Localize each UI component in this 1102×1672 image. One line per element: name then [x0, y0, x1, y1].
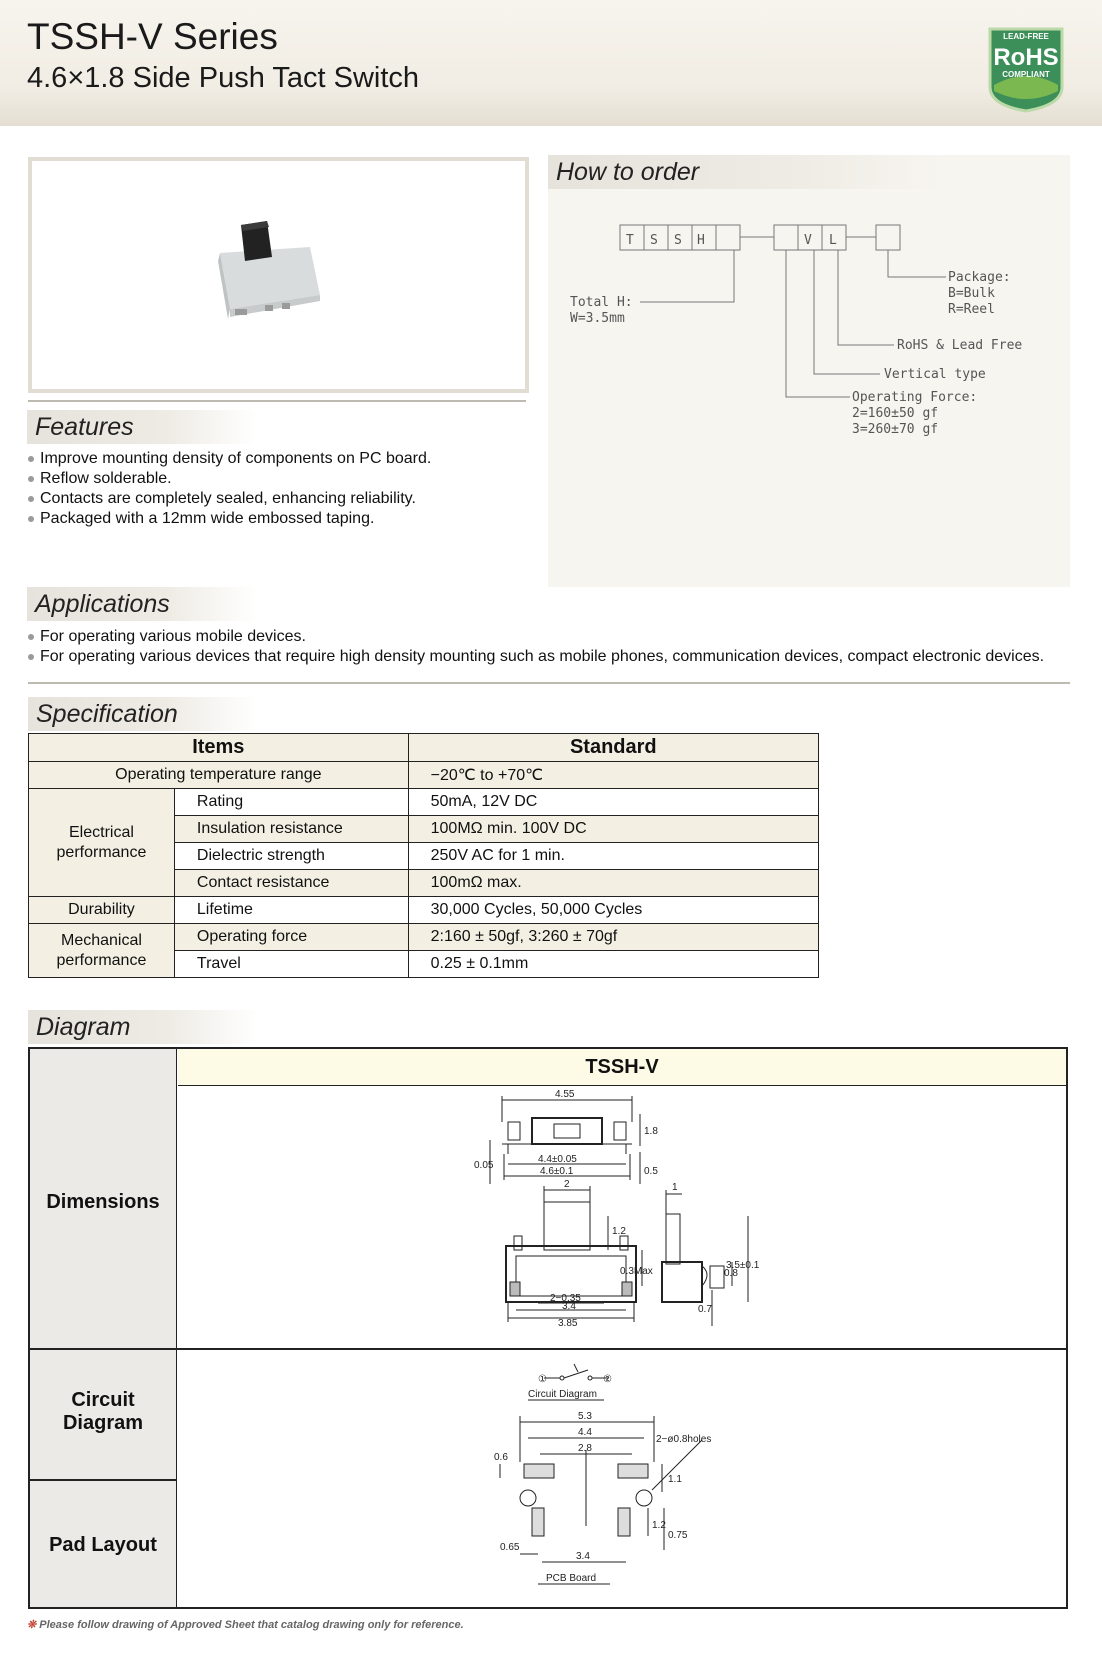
dim-side-07: 0.7 — [698, 1304, 712, 1315]
list-item: Contacts are completely sealed, enhancing reliability. — [27, 489, 431, 509]
how-to-order-title: How to order — [548, 155, 944, 189]
dimension-drawing — [178, 1086, 1066, 1346]
list-item: Packaged with a 12mm wide embossed taping. — [27, 509, 431, 529]
pad-layout-label: Pad Layout — [49, 1534, 157, 1556]
mechanical-group — [29, 924, 175, 978]
applications-title: Applications — [27, 587, 257, 621]
list-item: For operating various devices that require high density mounting such as mobile phones, communication devices, compact electronic devices. — [27, 647, 1044, 667]
dim-03max: 0.3Max — [620, 1266, 653, 1277]
tact-switch-image-icon — [32, 161, 525, 389]
lifetime-label: Lifetime — [174, 897, 408, 924]
page-title: TSSH-V Series — [27, 16, 278, 57]
dim-05: 0.5 — [644, 1166, 658, 1177]
pad-06: 0.6 — [494, 1452, 508, 1463]
dim-12: 1.2 — [612, 1226, 626, 1237]
list-item: For operating various mobile devices. — [27, 627, 1044, 647]
order-char-3: S — [674, 233, 682, 248]
features-list — [27, 449, 431, 529]
table-row — [29, 897, 819, 924]
order-total-h-label: Total H: — [570, 295, 633, 310]
pad-075: 0.75 — [668, 1530, 688, 1541]
travel-value: 0.25 ± 0.1mm — [408, 951, 818, 978]
col-items: Items — [29, 734, 409, 762]
pad-28: 2.8 — [578, 1443, 592, 1454]
pad-53: 5.3 — [578, 1411, 592, 1422]
dim-18: 1.8 — [644, 1126, 658, 1137]
force-value: 2:160 ± 50gf, 3:260 ± 70gf — [408, 924, 818, 951]
order-force-2: 2=160±50 gf — [852, 406, 939, 421]
lifetime-value: 30,000 Cycles, 50,000 Cycles — [408, 897, 818, 924]
dim-2035: 2−0.35 — [550, 1293, 581, 1304]
electrical-label: Electrical performance — [56, 823, 147, 861]
table-row — [29, 924, 819, 951]
dimensions-label: Dimensions — [46, 1191, 160, 1213]
electrical-group — [29, 789, 175, 897]
dim-side-08: 0.8 — [724, 1268, 738, 1279]
rohs-badge-icon — [986, 25, 1066, 113]
order-force-3: 3=260±70 gf — [852, 422, 939, 437]
diagram-panel — [28, 1047, 1068, 1609]
page-subtitle: 4.6×1.8 Side Push Tact Switch — [27, 62, 420, 94]
order-package-reel: R=Reel — [948, 302, 995, 317]
pad-holes: 2−ø0.8holes — [656, 1434, 712, 1445]
circuit-pin-2: ② — [603, 1374, 612, 1385]
dim-44: 4.4±0.05 — [538, 1154, 577, 1165]
contact-value: 100mΩ max. — [408, 870, 818, 897]
circuit-pad-drawing — [178, 1350, 1066, 1606]
circuit-label: Circuit Diagram — [62, 1389, 144, 1434]
rohs-badge-main: RoHS — [993, 44, 1059, 71]
circuit-pin-1: ① — [538, 1374, 547, 1385]
order-rohs: RoHS & Lead Free — [897, 338, 1023, 353]
pad-065: 0.65 — [500, 1542, 520, 1553]
col-standard: Standard — [408, 734, 818, 762]
order-char-1: T — [626, 233, 634, 248]
dim-side-1: 1 — [672, 1182, 678, 1193]
list-item: Reflow solderable. — [27, 469, 431, 489]
mechanical-label: Mechanical performance — [56, 931, 147, 969]
order-total-h-value: W=3.5mm — [570, 311, 625, 326]
order-char-2: S — [650, 233, 658, 248]
footnote — [27, 1618, 464, 1631]
order-code-diagram — [548, 155, 1070, 587]
table-header-row — [29, 734, 819, 762]
durability-label: Durability — [29, 897, 175, 924]
pad-11: 1.1 — [668, 1474, 682, 1485]
force-label: Operating force — [174, 924, 408, 951]
temp-value: −20℃ to +70℃ — [408, 762, 818, 789]
diagram-title: Diagram — [28, 1010, 258, 1044]
diagram-label-column — [30, 1049, 177, 1607]
dim-46: 4.6±0.1 — [540, 1166, 574, 1177]
applications-list — [27, 627, 1044, 667]
table-row — [29, 789, 819, 816]
insulation-label: Insulation resistance — [174, 816, 408, 843]
divider-specification — [28, 682, 1070, 684]
footnote-text: Please follow drawing of Approved Sheet that catalog drawing only for reference. — [39, 1619, 464, 1631]
row-divider — [30, 1479, 176, 1481]
rating-label: Rating — [174, 789, 408, 816]
order-package-label: Package: — [948, 270, 1011, 285]
pad-44: 4.4 — [578, 1427, 592, 1438]
footnote-star-icon: ❊ — [27, 1619, 37, 1631]
dim-side-35: 3.5±0.1 — [726, 1260, 760, 1271]
dim-005: 0.05 — [474, 1160, 494, 1171]
pad-34: 3.4 — [576, 1551, 590, 1562]
dielectric-label: Dielectric strength — [174, 843, 408, 870]
temp-label: Operating temperature range — [29, 762, 409, 789]
rohs-badge-bottom: COMPLIANT — [1002, 70, 1050, 79]
product-photo — [28, 157, 529, 393]
features-title: Features — [27, 410, 257, 444]
rating-value: 50mA, 12V DC — [408, 789, 818, 816]
pad-caption: PCB Board — [546, 1573, 597, 1584]
specification-title: Specification — [28, 697, 258, 731]
order-char-v: V — [804, 233, 812, 248]
divider-features — [28, 400, 526, 402]
insulation-value: 100MΩ min. 100V DC — [408, 816, 818, 843]
list-item: Improve mounting density of components on PC board. — [27, 449, 431, 469]
order-vertical: Vertical type — [884, 367, 986, 382]
diagram-header: TSSH-V — [178, 1049, 1066, 1086]
order-char-4: H — [697, 233, 705, 248]
order-force-label: Operating Force: — [852, 390, 978, 405]
table-row — [29, 762, 819, 789]
contact-label: Contact resistance — [174, 870, 408, 897]
dielectric-value: 250V AC for 1 min. — [408, 843, 818, 870]
order-package-bulk: B=Bulk — [948, 286, 995, 301]
specification-table — [28, 733, 819, 978]
rohs-badge-top: LEAD-FREE — [1003, 32, 1049, 41]
dim-34: 3.4 — [562, 1301, 576, 1312]
header-banner — [0, 0, 1102, 126]
dim-455: 4.55 — [555, 1089, 575, 1100]
dim-2: 2 — [564, 1179, 570, 1190]
pad-12: 1.2 — [652, 1520, 666, 1531]
travel-label: Travel — [174, 951, 408, 978]
dim-385: 3.85 — [558, 1318, 578, 1329]
order-char-l: L — [829, 233, 837, 248]
circuit-caption: Circuit Diagram — [528, 1389, 597, 1400]
how-to-order-panel — [548, 155, 1070, 587]
